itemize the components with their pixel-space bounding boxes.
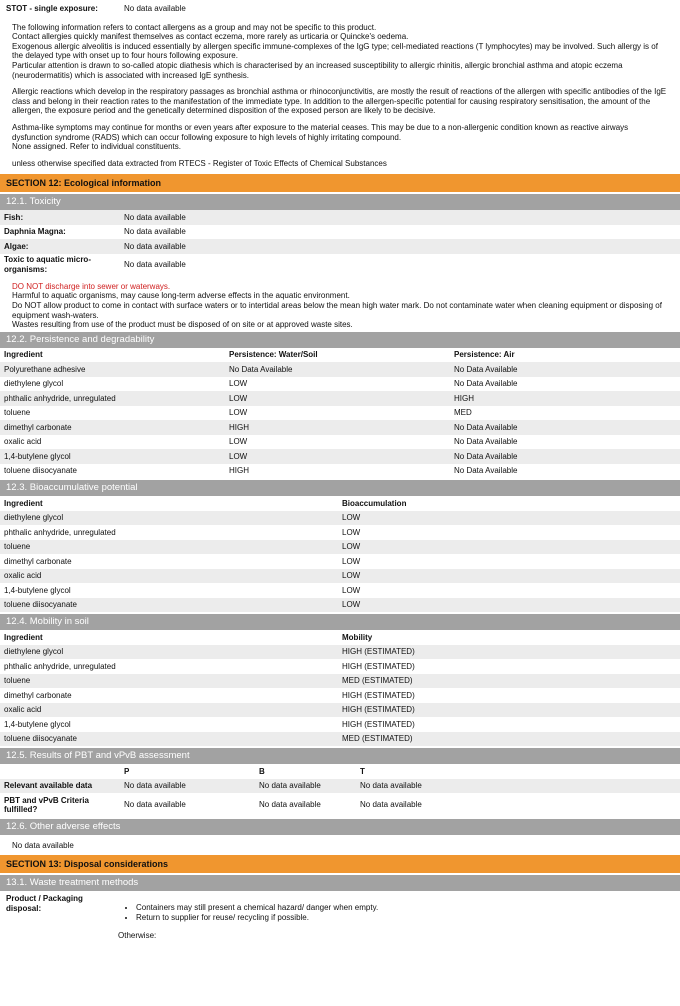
table-row <box>0 554 680 569</box>
table-row <box>0 732 680 747</box>
table-cell: HIGH (ESTIMATED) <box>342 661 415 671</box>
text-line: The following information refers to contact allergens as a group and may not be specific to this product. <box>12 22 377 32</box>
table-cell: No Data Available <box>454 451 518 461</box>
table-cell: toluene diisocyanate <box>4 600 77 610</box>
table-cell: HIGH (ESTIMATED) <box>342 719 415 729</box>
table-cell: diethylene glycol <box>4 513 64 523</box>
toxicity-key: Daphnia Magna: <box>4 227 66 237</box>
subsection-bioaccumulation: 12.3. Bioaccumulative potential <box>0 480 680 496</box>
list-item: • Containers may still present a chemical hazard/ danger when empty. <box>136 903 378 913</box>
table-row <box>0 511 680 526</box>
table-cell: LOW <box>229 393 248 403</box>
toxicity-key: Fish: <box>4 212 24 222</box>
text-line: Harmful to aquatic organisms, may cause long-term adverse effects in the aquatic environment. <box>12 291 350 301</box>
toxicity-value: No data available <box>124 260 186 270</box>
waste-row <box>0 891 680 941</box>
table-cell: toluene <box>4 542 31 552</box>
stot-row <box>0 0 680 14</box>
table-cell: phthalic anhydride, unregulated <box>4 527 116 537</box>
table-cell: No Data Available <box>454 466 518 476</box>
subsection-persistence: 12.2. Persistence and degradability <box>0 332 680 348</box>
subsection-mobility: 12.4. Mobility in soil <box>0 614 680 630</box>
toxicity-value: No data available <box>124 227 186 237</box>
text-line: Do NOT allow product to come in contact with surface waters or to intertidal areas below the mean high water mark. Do not contaminate water when cleaning equipment or disposing of equipment wash-waters. <box>12 301 662 320</box>
table-cell: MED <box>454 408 472 418</box>
table-row <box>0 793 680 817</box>
section-13-header: SECTION 13: Disposal considerations <box>0 855 680 873</box>
table-cell: MED (ESTIMATED) <box>342 734 413 744</box>
table-row <box>0 703 680 718</box>
table-row <box>0 362 680 377</box>
table-cell: HIGH <box>229 422 249 432</box>
table-cell: phthalic anhydride, unregulated <box>4 393 116 403</box>
table-row <box>0 525 680 540</box>
list-item: • Return to supplier for reuse/ recycling if possible. <box>136 913 378 923</box>
ecotox-notes <box>0 282 680 330</box>
table-row <box>0 435 680 450</box>
text-line: None assigned. Refer to individual constituents. <box>12 142 181 152</box>
table-cell: LOW <box>229 379 248 389</box>
toxicity-row <box>0 225 680 240</box>
other-effects-value: No data available <box>12 841 74 851</box>
table-header-row <box>0 496 680 511</box>
toxicity-row <box>0 239 680 254</box>
table-cell: LOW <box>342 585 361 595</box>
table-cell: oxalic acid <box>4 437 42 447</box>
table-cell: oxalic acid <box>4 571 42 581</box>
table-cell: toluene diisocyanate <box>4 466 77 476</box>
table-cell: oxalic acid <box>4 705 42 715</box>
stot-label: STOT - single exposure: <box>6 4 98 13</box>
table-cell: LOW <box>342 556 361 566</box>
table-cell: No Data Available <box>454 379 518 389</box>
discharge-warning: DO NOT discharge into sewer or waterways. <box>12 281 171 291</box>
text-line: Allergic reactions which develop in the respiratory passages as bronchial asthma or rhinoconjunctivitis, are mostly the result of reactions of the allergen with specific antibodies of the IgE class and belong in their reaction rates to the manifestation of the immediate type. In addition to the allergen-specific potential for causing respiratory sensitisation, the amount of the allergen, the exposure period and the genetically determined disposition of the exposed person are likely to be decisive. <box>12 87 667 116</box>
table-row <box>0 779 680 794</box>
table-cell: dimethyl carbonate <box>4 556 72 566</box>
table-cell: 1,4-butylene glycol <box>4 719 71 729</box>
toxicity-key: Toxic to aquatic micro-organisms: <box>4 255 91 274</box>
column-header: P <box>124 766 130 776</box>
table-cell: Polyurethane adhesive <box>4 364 86 374</box>
table-cell: dimethyl carbonate <box>4 422 72 432</box>
table-header-row <box>0 348 680 363</box>
toxicity-value: No data available <box>124 241 186 251</box>
table-cell: diethylene glycol <box>4 379 64 389</box>
table-row <box>0 674 680 689</box>
subsection-toxicity: 12.1. Toxicity <box>0 194 680 210</box>
toxicity-row <box>0 210 680 225</box>
table-cell: LOW <box>229 451 248 461</box>
table-cell: 1,4-butylene glycol <box>4 585 71 595</box>
text-line: Particular attention is drawn to so-called atopic diathesis which is characterised by an increased susceptibility to allergic rhinitis, allergic bronchial asthma and atopic eczema (neurodermatitis) which is associated with increased IgE synthesis. <box>12 60 623 80</box>
table-row <box>0 377 680 392</box>
table-header-row <box>0 764 680 779</box>
table-row <box>0 464 680 479</box>
column-header: Persistence: Air <box>454 350 515 360</box>
toxicity-key: Algae: <box>4 241 29 251</box>
table-cell: No data available <box>360 800 422 810</box>
mobility-table <box>0 630 680 746</box>
table-row <box>0 659 680 674</box>
column-header: Mobility <box>342 632 373 642</box>
table-cell: diethylene glycol <box>4 647 64 657</box>
tox-paragraph-1 <box>0 23 680 81</box>
waste-label: Product / Packaging disposal: <box>6 894 83 913</box>
table-cell: toluene <box>4 408 31 418</box>
text-line: Contact allergies quickly manifest themselves as contact eczema, more rarely as urticaria or Quincke's oedema. <box>12 32 409 42</box>
table-row <box>0 406 680 421</box>
table-cell: LOW <box>342 600 361 610</box>
table-cell: MED (ESTIMATED) <box>342 676 413 686</box>
table-row <box>0 449 680 464</box>
table-cell: HIGH (ESTIMATED) <box>342 705 415 715</box>
table-cell: phthalic anhydride, unregulated <box>4 661 116 671</box>
subsection-waste: 13.1. Waste treatment methods <box>0 875 680 891</box>
persistence-table <box>0 348 680 479</box>
bioaccumulation-table <box>0 496 680 612</box>
table-cell: No Data Available <box>454 437 518 447</box>
text-line: Exogenous allergic alveolitis is induced essentially by allergen specific immune-complexes of the IgG type; cell-mediated reactions (T lymphocytes) may be involved. Such allergy is of the delayed type with onset up to four hours following exposure. <box>12 41 658 61</box>
table-row <box>0 391 680 406</box>
text-line: Wastes resulting from use of the product must be disposed of on site or at approved waste sites. <box>12 320 353 330</box>
pbt-table <box>0 764 680 817</box>
column-header: Ingredient <box>4 632 43 642</box>
otherwise-label: Otherwise: <box>118 931 157 941</box>
text-line: Asthma-like symptoms may continue for months or even years after exposure to the material ceases. This may be due to a non-allergenic condition known as reactive airways dysfunction syndrome (RADS) which can occur following exposure to high levels of highly irritating compound. <box>12 122 629 142</box>
table-cell: HIGH <box>229 466 249 476</box>
toxicity-value: No data available <box>124 212 186 222</box>
table-cell: LOW <box>342 542 361 552</box>
table-row <box>0 569 680 584</box>
row-label: Relevant available data <box>4 781 93 791</box>
table-row <box>0 540 680 555</box>
table-header-row <box>0 630 680 645</box>
table-cell: LOW <box>342 513 361 523</box>
row-label: PBT and vPvB Criteria fulfilled? <box>4 795 89 815</box>
table-row <box>0 420 680 435</box>
subsection-other-effects: 12.6. Other adverse effects <box>0 819 680 835</box>
column-header: T <box>360 766 365 776</box>
table-cell: No Data Available <box>229 364 293 374</box>
subsection-pbt: 12.5. Results of PBT and vPvB assessment <box>0 748 680 764</box>
tox-paragraph-4 <box>0 159 680 169</box>
table-row <box>0 717 680 732</box>
table-row <box>0 598 680 613</box>
table-cell: 1,4-butylene glycol <box>4 451 71 461</box>
column-header: Ingredient <box>4 350 43 360</box>
table-cell: HIGH <box>454 393 474 403</box>
table-cell: HIGH (ESTIMATED) <box>342 690 415 700</box>
tox-paragraph-3 <box>0 123 680 152</box>
table-cell: No data available <box>360 781 422 791</box>
table-row <box>0 688 680 703</box>
column-header: Bioaccumulation <box>342 498 407 508</box>
tox-paragraph-2 <box>0 87 680 116</box>
table-cell: LOW <box>342 571 361 581</box>
table-cell: No data available <box>124 800 186 810</box>
table-row <box>0 645 680 660</box>
table-cell: No data available <box>124 781 186 791</box>
table-cell: No Data Available <box>454 422 518 432</box>
waste-content <box>118 894 378 941</box>
column-header: B <box>259 766 265 776</box>
table-cell: No data available <box>259 781 321 791</box>
table-cell: LOW <box>229 408 248 418</box>
waste-list <box>118 903 378 922</box>
table-cell: HIGH (ESTIMATED) <box>342 647 415 657</box>
column-header: Ingredient <box>4 498 43 508</box>
table-cell: toluene <box>4 676 31 686</box>
toxicity-row <box>0 254 680 276</box>
table-cell: No Data Available <box>454 364 518 374</box>
column-header: Persistence: Water/Soil <box>229 350 318 360</box>
table-cell: dimethyl carbonate <box>4 690 72 700</box>
section-12-header: SECTION 12: Ecological information <box>0 174 680 192</box>
table-cell: LOW <box>342 527 361 537</box>
stot-value: No data available <box>124 4 186 13</box>
table-cell: LOW <box>229 437 248 447</box>
table-row <box>0 583 680 598</box>
table-cell: toluene diisocyanate <box>4 734 77 744</box>
text-line: unless otherwise specified data extracted from RTECS - Register of Toxic Effects of Chemical Substances <box>12 158 387 168</box>
table-cell: No data available <box>259 800 321 810</box>
